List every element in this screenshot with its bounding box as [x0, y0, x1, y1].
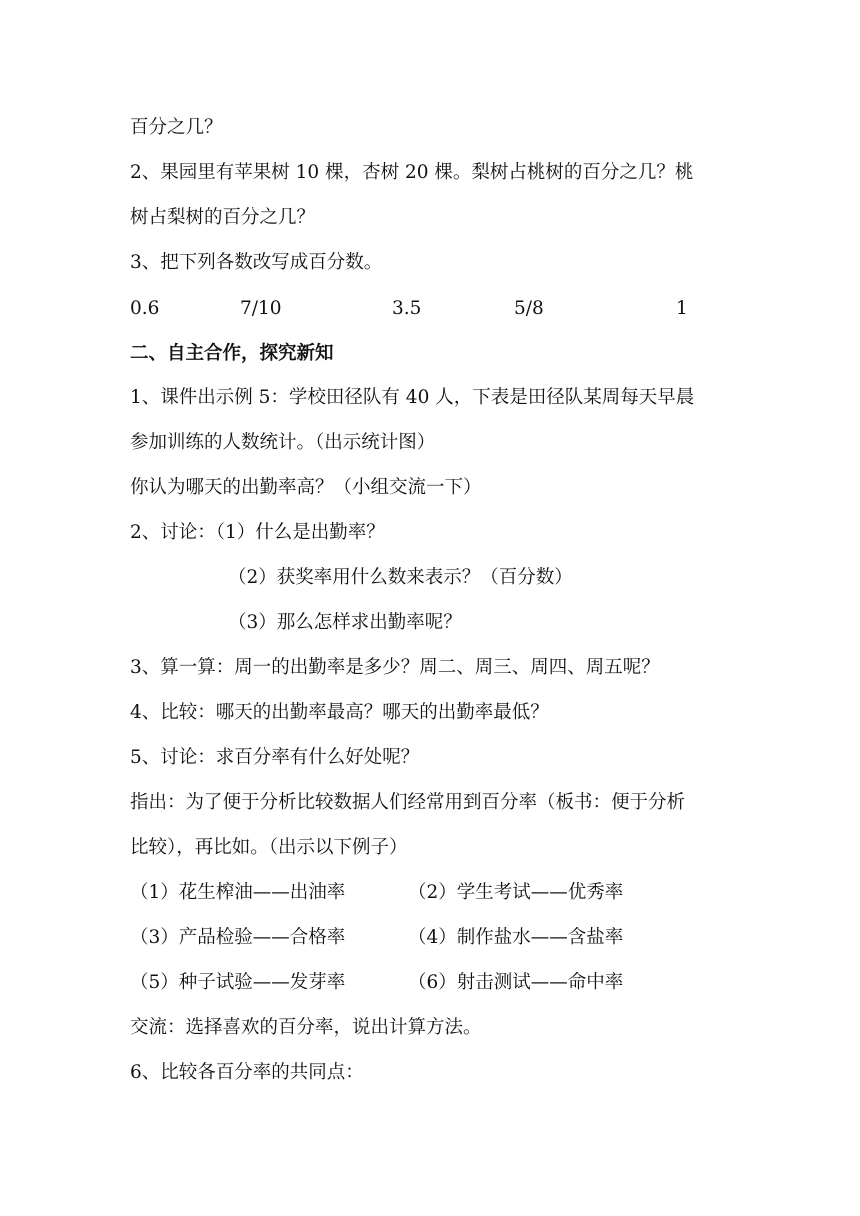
section-heading: 二、自主合作，探究新知 — [130, 343, 334, 364]
example-item: （6）射击测试——命中率 — [408, 972, 624, 993]
text-line: 4、比较：哪天的出勤率最高？哪天的出勤率最低？ — [130, 702, 549, 723]
text-line: 3、算一算：周一的出勤率是多少？周二、周三、周四、周五呢？ — [130, 657, 660, 678]
text-line: 指出：为了便于分析比较数据人们经常用到百分率（板书：便于分析 — [130, 792, 686, 813]
text-line: 树占梨树的百分之几？ — [130, 207, 316, 228]
text-line: 交流：选择喜欢的百分率，说出计算方法。 — [130, 1017, 482, 1038]
number-item: 1 — [676, 298, 688, 319]
example-item: （3）产品检验——合格率 — [130, 927, 346, 948]
number-item: 3.5 — [392, 298, 422, 319]
text-line: 参加训练的人数统计。（出示统计图） — [130, 432, 436, 453]
example-item: （1）花生榨油——出油率 — [130, 882, 346, 903]
text-line: 1、课件出示例 5：学校田径队有 40 人，下表是田径队某周每天早晨 — [130, 387, 695, 408]
text-line: 5、讨论：求百分率有什么好处呢？ — [130, 747, 420, 768]
number-item: 7/10 — [240, 298, 282, 319]
text-line: （2）获奖率用什么数来表示？（百分数） — [228, 567, 573, 588]
text-line: （3）那么怎样求出勤率呢？ — [228, 612, 462, 633]
text-line: 2、果园里有苹果树 10 棵，杏树 20 棵。梨树占桃树的百分之几？桃 — [130, 162, 694, 183]
example-item: （2）学生考试——优秀率 — [408, 882, 624, 903]
text-line: 2、讨论：（1）什么是出勤率？ — [130, 522, 385, 543]
example-item: （4）制作盐水——含盐率 — [408, 927, 624, 948]
example-item: （5）种子试验——发芽率 — [130, 972, 346, 993]
text-line: 百分之几？ — [130, 117, 223, 138]
number-item: 5/8 — [514, 298, 544, 319]
text-line: 比较），再比如。（出示以下例子） — [130, 837, 408, 858]
number-item: 0.6 — [130, 298, 160, 319]
text-line: 3、把下列各数改写成百分数。 — [130, 252, 383, 273]
text-line: 你认为哪天的出勤率高？（小组交流一下） — [130, 477, 482, 498]
text-line: 6、比较各百分率的共同点： — [130, 1062, 364, 1083]
